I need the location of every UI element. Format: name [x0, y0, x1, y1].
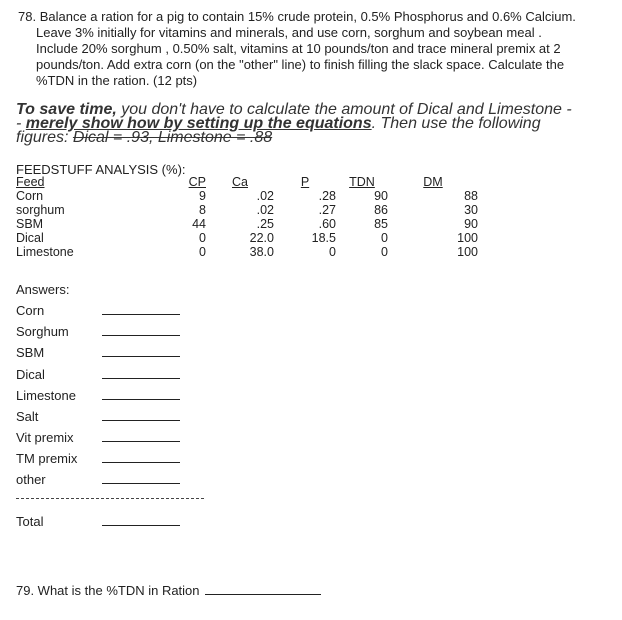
p-value: .60	[318, 217, 336, 231]
answer-blank[interactable]	[102, 324, 180, 336]
feed-name: SBM	[16, 217, 44, 231]
answer-blank[interactable]	[102, 409, 180, 421]
dashed-divider	[16, 498, 204, 499]
ca-value: 22.0	[249, 231, 274, 245]
answer-row-sbm	[16, 345, 44, 360]
answer-row-tm-premix	[16, 451, 77, 466]
note-tail: . Then use the following figures:	[16, 115, 541, 146]
answer-blank[interactable]	[102, 451, 180, 463]
answer-label: Salt	[16, 409, 39, 424]
question-79-blank[interactable]	[205, 583, 321, 595]
header-dm: DM	[423, 175, 443, 189]
header-feed: Feed	[16, 175, 45, 189]
dm-value: 100	[457, 231, 478, 245]
question-78-number: 78.	[18, 9, 37, 24]
answer-row-corn	[16, 303, 44, 318]
feed-name: Limestone	[16, 245, 74, 259]
answer-blank[interactable]	[102, 367, 180, 379]
total-label: Total	[16, 514, 44, 529]
cp-value: 0	[199, 231, 206, 245]
tdn-value: 86	[374, 203, 388, 217]
ca-value: .25	[256, 217, 274, 231]
answer-label: TM premix	[16, 451, 78, 466]
tdn-value: 0	[381, 245, 388, 259]
cp-value: 8	[199, 203, 206, 217]
tdn-value: 85	[374, 217, 388, 231]
ca-value: 38.0	[249, 245, 274, 259]
p-value: 0	[329, 245, 336, 259]
answer-row-dical	[16, 367, 45, 382]
note-lead: To save time,	[16, 101, 117, 118]
feedstuff-title: FEEDSTUFF ANALYSIS (%):	[16, 162, 186, 177]
instruction-note	[16, 103, 576, 145]
header-cp: CP	[188, 175, 206, 189]
tdn-value: 90	[374, 189, 388, 203]
answer-row-salt	[16, 409, 38, 424]
answer-label: other	[16, 472, 46, 487]
answer-label: Dical	[16, 367, 45, 382]
ca-value: .02	[256, 189, 274, 203]
p-value: .28	[318, 189, 336, 203]
table-row	[16, 217, 478, 231]
answer-label: Vit premix	[16, 430, 74, 445]
answer-row-sorghum	[16, 324, 69, 339]
tdn-value: 0	[381, 231, 388, 245]
question-78-text: 78. Balance a ration for a pig to contain 15% crude protein, 0.5% Phosphorus and 0.6% Calcium. Leave 3% initially for vitamins and minerals, and use corn, sorghum and soybean meal . Include 20% sorghum , 0.50% salt, vitamins at 10 pounds/ton and trace mineral premix at 2 pounds/ton. Add extra corn (on the "other" line) to finish filling the slack space. Calculate the %TDN in the ration. (12 pts)	[18, 9, 576, 88]
p-value: 18.5	[311, 231, 336, 245]
table-row	[16, 203, 478, 217]
answers-heading: Answers:	[16, 282, 70, 297]
answer-label: Corn	[16, 303, 45, 318]
table-header-row	[16, 175, 478, 189]
answer-label: Limestone	[16, 388, 76, 403]
question-79	[16, 583, 321, 598]
answer-blank[interactable]	[102, 388, 180, 400]
dm-value: 88	[464, 189, 478, 203]
note-figures: Dical = .93, Limestone = .88	[72, 129, 273, 146]
answer-row-other	[16, 472, 46, 487]
table-row	[16, 189, 478, 203]
ca-value: .02	[256, 203, 274, 217]
cp-value: 9	[199, 189, 206, 203]
question-79-text: 79. What is the %TDN in Ration	[16, 583, 200, 598]
answer-row-vit-premix	[16, 430, 74, 445]
answer-blank[interactable]	[102, 472, 180, 484]
feedstuff-table	[16, 175, 478, 259]
cp-value: 44	[192, 217, 206, 231]
answer-blank[interactable]	[102, 430, 180, 442]
header-ca: Ca	[232, 175, 248, 189]
answer-row-limestone	[16, 388, 76, 403]
dm-value: 90	[464, 217, 478, 231]
answer-label: Sorghum	[16, 324, 69, 339]
question-78	[18, 9, 578, 89]
p-value: .27	[318, 203, 336, 217]
header-p: P	[300, 175, 310, 189]
answer-row-total	[16, 514, 43, 529]
note-mid: you don't have to calculate the amount of Dical and Limestone - -	[16, 101, 572, 132]
table-row	[16, 245, 478, 259]
header-tdn: TDN	[349, 175, 375, 189]
feed-name: sorghum	[16, 203, 65, 217]
total-blank[interactable]	[102, 514, 180, 526]
cp-value: 0	[199, 245, 206, 259]
feed-name: Dical	[16, 231, 44, 245]
dm-value: 30	[464, 203, 478, 217]
note-emphasis: merely show how by setting up the equations	[25, 115, 372, 132]
answer-blank[interactable]	[102, 303, 180, 315]
feed-name: Corn	[16, 189, 44, 203]
answer-blank[interactable]	[102, 345, 180, 357]
answer-label: SBM	[16, 345, 45, 360]
table-row	[16, 231, 478, 245]
dm-value: 100	[457, 245, 478, 259]
